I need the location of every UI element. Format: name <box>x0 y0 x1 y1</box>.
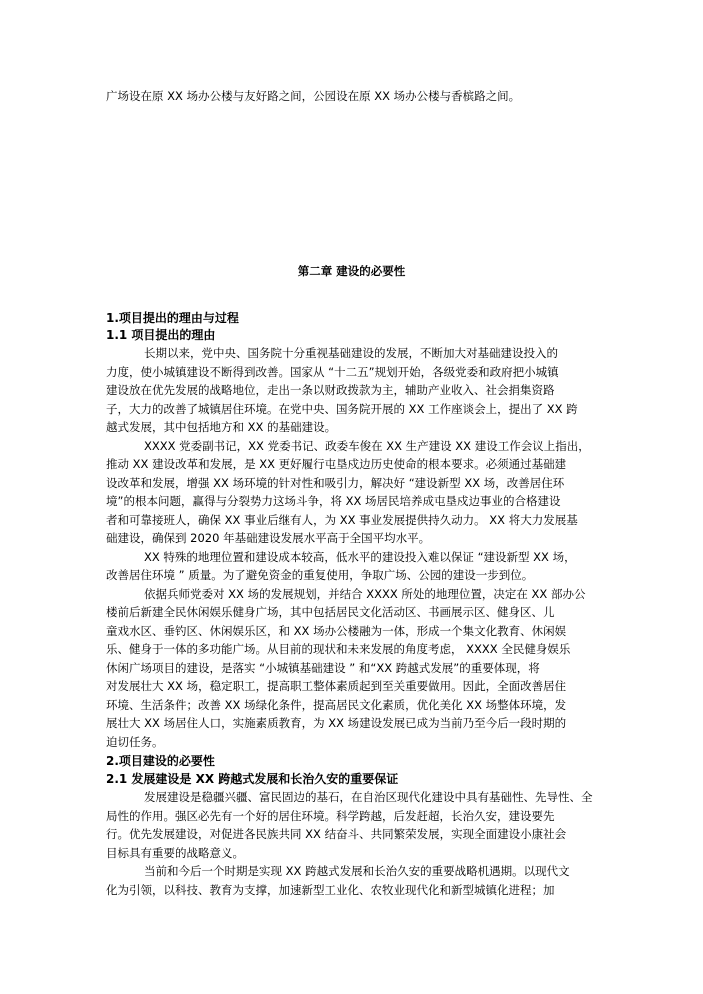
paragraph-line: 环境、生活条件；改善 XX 场绿化条件，提高居民文化素质，优化美化 XX 场整体环境，发 <box>106 698 567 712</box>
paragraph-line: 当前和今后一个时期是实现 XX 跨越式发展和长治久安的重要战略机遇期。以现代文 <box>144 864 570 878</box>
chapter-title: 第二章 建设的必要性 <box>297 264 406 278</box>
section-heading: 2.项目建设的必要性 <box>106 754 215 768</box>
paragraph-line: 改善居住环境 ” 质量。为了避免资金的重复使用，争取广场、公园的建设一步到位。 <box>106 568 534 582</box>
paragraph-line: 局性的作用。强区必先有一个好的居住环境。科学跨越，后发赶超，长治久安，建设要先 <box>106 809 555 823</box>
subsection-heading: 2.1 发展建设是 XX 跨越式发展和长治久安的重要保证 <box>106 772 399 786</box>
intro-line: 广场设在原 XX 场办公楼与友好路之间，公园设在原 XX 场办公楼与香槟路之间。 <box>106 89 521 103</box>
paragraph-line: XX 特殊的地理位置和建设成本较高，低水平的建设投入难以保证 “建设新型 XX 场， <box>144 550 576 564</box>
paragraph-line: 境”的根本问题，赢得与分裂势力这场斗争，将 XX 场居民培养成屯垦戍边事业的合格建设 <box>106 494 561 508</box>
paragraph-line: 目标具有重要的战略意义。 <box>106 846 244 860</box>
paragraph-line: 乐、健身于一体的多功能广场。从目前的现状和未来发展的角度考虑， XXXX 全民健身娱乐 <box>106 642 571 656</box>
paragraph-line: 长期以来，党中央、国务院十分重视基础建设的发展，不断加大对基础建设投入的 <box>144 346 558 360</box>
paragraph-line: 础建设，确保到 2020 年基础建设发展水平高于全国平均水平。 <box>106 531 431 545</box>
paragraph-line: XXXX 党委副书记，XX 党委书记、政委车俊在 XX 生产建设 XX 建设工作会议上指出， <box>144 439 590 453</box>
paragraph-line: 化为引领，以科技、教育为支撑，加速新型工业化、农牧业现代化和新型城镇化进程；加 <box>106 883 555 897</box>
paragraph-line: 力度，使小城镇建设不断得到改善。国家从 “十二五”规划开始，各级党委和政府把小城镇 <box>106 365 559 379</box>
paragraph-line: 者和可靠接班人，确保 XX 事业后继有人，为 XX 事业发展提供持久动力。 XX 将大力发展基 <box>106 513 578 527</box>
section-heading: 1.项目提出的理由与过程 <box>106 311 239 325</box>
paragraph-line: 休闲广场项目的建设，是落实 “小城镇基础建设 ” 和“XX 跨越式发展”的重要体现，将 <box>106 661 540 675</box>
subsection-heading: 1.1 项目提出的理由 <box>106 328 216 342</box>
paragraph-line: 建设放在优先发展的战略地位，走出一条以财政拨款为主，辅助产业收入、社会捐集资路 <box>106 383 555 397</box>
paragraph-line: 子，大力的改善了城镇居住环境。在党中央、国务院开展的 XX 工作座谈会上，提出了 XX 跨 <box>106 402 578 416</box>
paragraph-line: 展壮大 XX 场居住人口，实施素质教育，为 XX 场建设发展已成为当前乃至今后一段时期的 <box>106 716 567 730</box>
paragraph-line: 迫切任务。 <box>106 735 164 749</box>
paragraph-line: 楼前后新建全民休闲娱乐健身广场，其中包括居民文化活动区、书画展示区、健身区、儿 <box>106 605 555 619</box>
paragraph-line: 发展建设是稳疆兴疆、富民固边的基石，在自治区现代化建设中具有基础性、先导性、全 <box>144 790 593 804</box>
paragraph-line: 童戏水区、垂钓区、休闲娱乐区，和 XX 场办公楼融为一体，形成一个集文化教育、休闲娱 <box>106 624 567 638</box>
paragraph-line: 设改革和发展，增强 XX 场环境的针对性和吸引力，解决好 “建设新型 XX 场，改善居住环 <box>106 476 565 490</box>
paragraph-line: 行。优先发展建设，对促进各民族共同 XX 结奋斗、共同繁荣发展，实现全面建设小康社会 <box>106 827 567 841</box>
paragraph-line: 对发展壮大 XX 场，稳定职工，提高职工整体素质起到至关重要做用。因此，全面改善居住 <box>106 679 567 693</box>
paragraph-line: 越式发展，其中包括地方和 XX 的基础建设。 <box>106 420 337 434</box>
paragraph-line: 依据兵师党委对 XX 场的发展规划，并结合 XXXX 所处的地理位置，决定在 XX 部办公 <box>144 587 586 601</box>
paragraph-line: 推动 XX 建设改革和发展，是 XX 更好履行屯垦戍边历史使命的根本要求。必须通过基础建 <box>106 457 567 471</box>
